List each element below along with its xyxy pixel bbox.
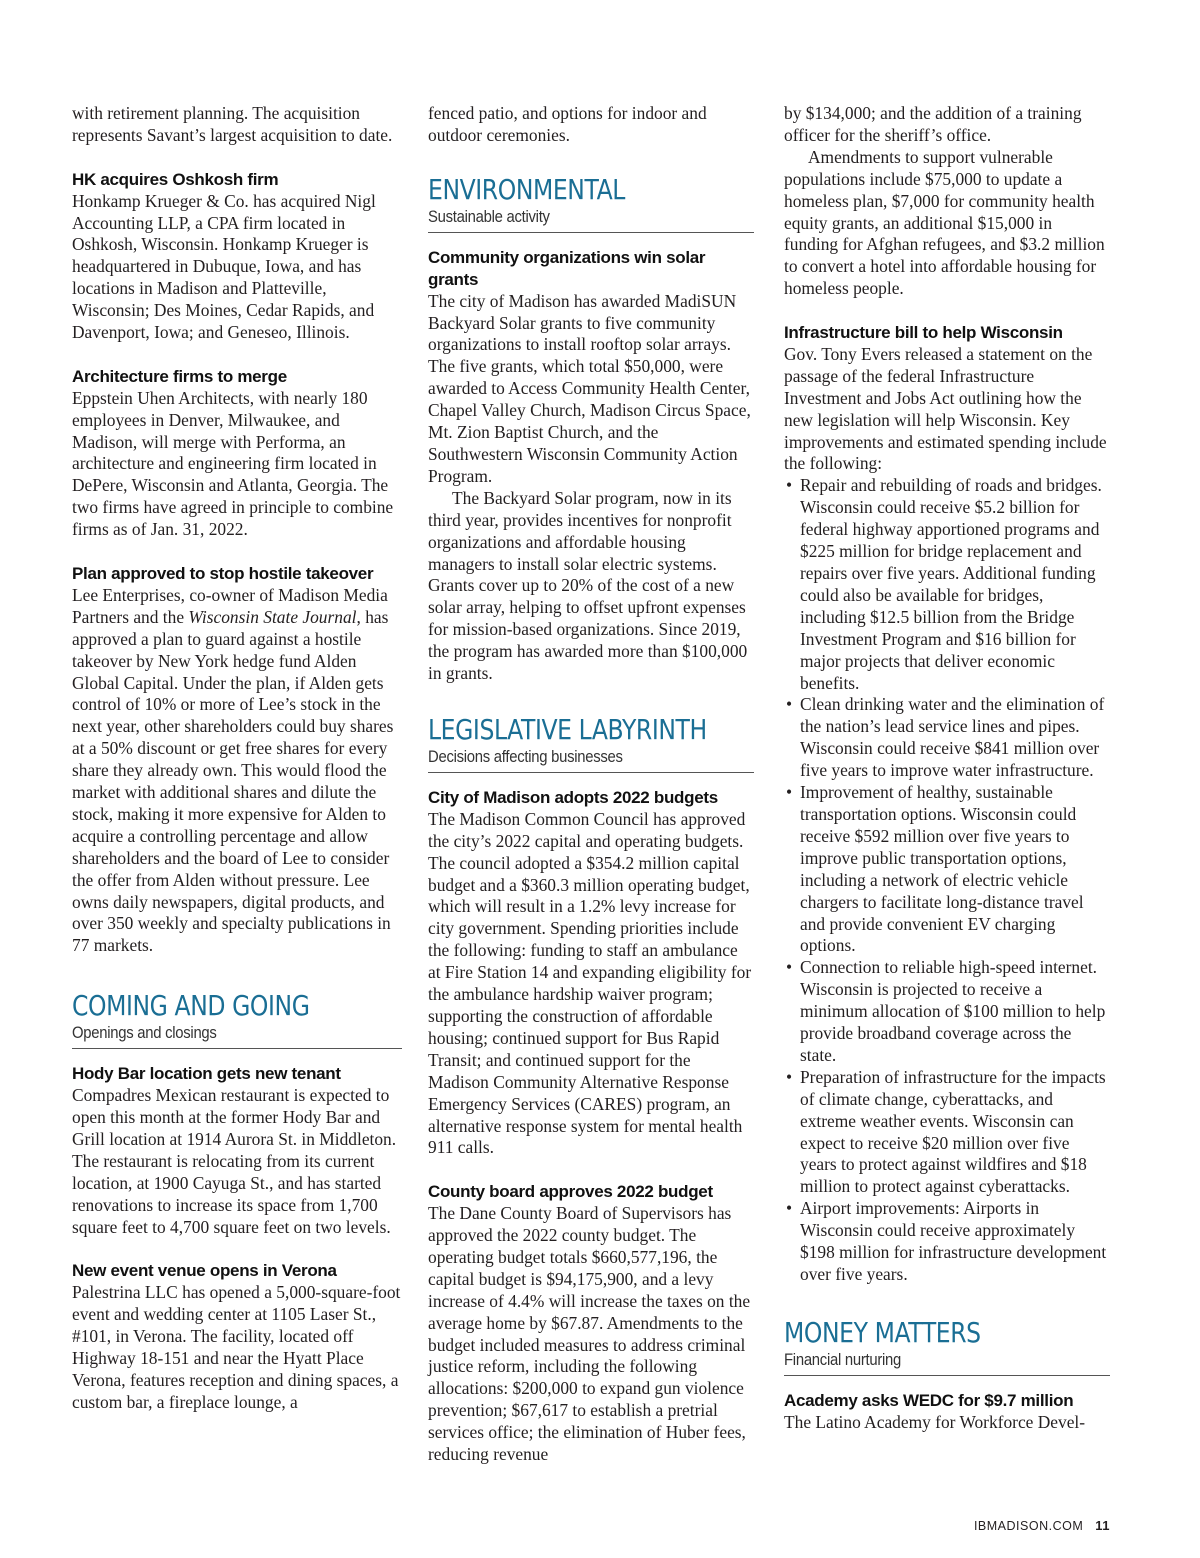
list-item: • Improvement of healthy, sustainable transportation options. Wisconsin could receive $592 million over five years to improve public transportation options, including a network of electric vehicle chargers to facilitate long-distance travel and provide convenient EV charging options. xyxy=(784,782,1110,957)
section-subtitle: Decisions affecting businesses xyxy=(428,747,754,773)
section-title: MONEY MATTERS xyxy=(784,1315,981,1349)
section-title: COMING AND GOING xyxy=(72,989,310,1023)
column-1 xyxy=(72,103,402,1414)
article-heading-hk-oshkosh: HK acquires Oshkosh firm xyxy=(72,169,279,189)
article-body-hostile-takeover xyxy=(72,585,402,957)
article-heading-madison-budgets: City of Madison adopts 2022 budgets xyxy=(428,787,718,807)
list-item: • Airport improvements: Airports in Wisconsin could receive approximately $198 million for infrastructure development over five years. xyxy=(784,1198,1110,1286)
section-subtitle: Financial nurturing xyxy=(784,1350,1110,1376)
section-subtitle: Openings and closings xyxy=(72,1023,402,1049)
article-body-infrastructure: Gov. Tony Evers released a statement on the passage of the federal Infrastructure Investment and Jobs Act outlining how the new legislation will help Wisconsin. Key improvements and estimated spending include the following: xyxy=(784,343,1107,474)
article-heading-solar-grants: Community organizations win solar grants xyxy=(428,247,706,289)
article-body-madison-budgets: The Madison Common Council has approved the city’s 2022 capital and operating budgets. The council adopted a $354.2 million capital budget and a $360.3 million operating budget, which will result in a 1.2% levy increase for city government. Spending priorities include the following: funding to staff an ambulance at Fire Station 14 and expanding eligibility for the ambulance hardship waiver program; supporting the construction of affordable housing; continued support for Bus Rapid Transit; and continued support for the Madison Community Alternative Response Emergency Services (CARES) program, an alternative response system for mental health 911 calls. xyxy=(428,808,752,1158)
amendments-paragraph: Amendments to support vulnerable populations include $75,000 to update a homeless plan, $7,000 for community health equity grants, an additional $15,000 in funding for Afghan refugees, and $3.2 million to convert a hotel into affordable housing for homeless people. xyxy=(784,146,1105,299)
page-footer xyxy=(974,1518,1110,1533)
section-header-money-matters xyxy=(784,1315,1110,1376)
article-body-solar-p2: The Backyard Solar program, now in its third year, provides incentives for nonprofit organizations and affordable housing managers to install solar electric systems. Grants cover up to 20% of the cost of a new solar array, helping to offset upfront expenses for mission-based organizations. Since 2019, the program has awarded more than $100,000 in grants. xyxy=(428,487,748,684)
section-header-environmental xyxy=(428,172,754,233)
page-number: 11 xyxy=(1095,1518,1110,1533)
article-body-academy: The Latino Academy for Workforce Devel- xyxy=(784,1411,1086,1432)
section-subtitle: Sustainable activity xyxy=(428,207,754,233)
infrastructure-bullet-list xyxy=(784,475,1110,1286)
article-heading-infrastructure: Infrastructure bill to help Wisconsin xyxy=(784,323,1063,343)
article-heading-hostile-takeover: Plan approved to stop hostile takeover xyxy=(72,563,374,583)
col3-intro-text: by $134,000; and the addition of a training officer for the sheriff’s office. xyxy=(784,103,1082,145)
article-heading-county-budget: County board approves 2022 budget xyxy=(428,1182,713,1202)
article-body-hk-oshkosh: Honkamp Krueger & Co. has acquired Nigl Accounting LLP, a CPA firm located in Oshkosh, Wisconsin. Honkamp Krueger is headquartered in Dubuque, Iowa, and has locations in Madison and Platteville, Wisconsin; Des Moines, Cedar Rapids, and Davenport, Iowa; and Geneseo, Illinois. xyxy=(72,190,376,343)
list-item: • Repair and rebuilding of roads and bridges. Wisconsin could receive $5.2 billion for federal highway apportioned programs and $225 million for bridge replacement and repairs over five years. Additional funding could also be available for bridges, including $12.5 billion from the Bridge Investment Program and $16 billion for major projects that deliver economic benefits. xyxy=(784,475,1110,694)
section-title: ENVIRONMENTAL xyxy=(428,172,625,206)
section-header-legislative xyxy=(428,712,754,773)
list-item: • Connection to reliable high-speed internet. Wisconsin is projected to receive a minimum allocation of $100 million to help provide broadband coverage across the state. xyxy=(784,957,1110,1067)
article-heading-academy: Academy asks WEDC for $9.7 million xyxy=(784,1390,1074,1410)
article-body-architecture: Eppstein Uhen Architects, with nearly 180 employees in Denver, Milwaukee, and Madison, will merge with Performa, an architecture and engineering firm located in DePere, Wisconsin and Atlanta, Georgia. The two firms have agreed in principle to combine firms as of Jan. 31, 2022. xyxy=(72,387,394,540)
hostile-text-after: , has approved a plan to guard against a hostile takeover by New York hedge fund Alden Global Capital. Under the plan, if Alden gets control of 10% or more of Lee’s stock in the next year, other shareholders could buy shares at a 50% discount or get free shares for every share they already own. This would flood the market with additional shares and dilute the stock, making it more expensive for Alden to acquire a controlling percentage and allow shareholders and the board of Lee to consider the offer from Alden without pressure. Lee owns daily newspapers, digital products, and over 350 weekly and specialty publications in 77 markets. xyxy=(72,606,394,956)
article-heading-hody-bar: Hody Bar location gets new tenant xyxy=(72,1064,341,1084)
article-body-county-budget: The Dane County Board of Supervisors has approved the 2022 county budget. The operating budget totals $660,577,196, the capital budget is $94,175,900, and a levy increase of 4.4% will increase the taxes on the average home by $67.87. Amendments to the budget included measures to address criminal justice reform, including the following allocations: $200,000 to expand gun violence prevention; $67,617 to establish a pretrial services office; the elimination of Huber fees, reducing revenue xyxy=(428,1203,751,1465)
column-3 xyxy=(784,103,1110,1434)
hostile-text-before: Lee Enterprises, co-owner of Madison Media Partners and the xyxy=(72,584,388,627)
column-2 xyxy=(428,103,754,1466)
publication-title: Wisconsin State Journal xyxy=(188,606,357,627)
col1-intro-text: with retirement planning. The acquisition represents Savant’s largest acquisition to date. xyxy=(72,103,393,145)
footer-site-url: IBMADISON.COM xyxy=(973,1519,1084,1533)
list-item: • Clean drinking water and the elimination of the nation’s lead service lines and pipes. Wisconsin could receive $841 million over five years to improve water infrastructure. xyxy=(784,694,1110,782)
article-body-hody-bar: Compadres Mexican restaurant is expected to open this month at the former Hody Bar and Grill location at 1914 Aurora St. in Middleton. The restaurant is relocating from its current location, at 1900 Cayuga St., and has started renovations to increase its space from 1,700 square feet to 4,700 square feet on two levels. xyxy=(72,1085,397,1237)
section-header-coming-going xyxy=(72,991,402,1049)
list-item: • Preparation of infrastructure for the impacts of climate change, cyberattacks, and extreme weather events. Wisconsin can expect to receive $20 million over five years to protect against wildfires and $18 million to protect against cyberattacks. xyxy=(784,1067,1110,1198)
col2-intro-text: fenced patio, and options for indoor and outdoor ceremonies. xyxy=(428,103,707,145)
article-heading-event-venue: New event venue opens in Verona xyxy=(72,1261,337,1281)
article-body-solar-p1: The city of Madison has awarded MadiSUN Backyard Solar grants to five community organizations to install rooftop solar arrays. The five grants, which total $50,000, were awarded to Access Community Health Center, Chapel Valley Church, Madison Circus Space, Mt. Zion Baptist Church, and the Southwestern Wisconsin Community Action Program. xyxy=(428,290,751,486)
article-body-event-venue: Palestrina LLC has opened a 5,000-square-foot event and wedding center at 1105 Laser St., #101, in Verona. The facility, located off Highway 18-151 and near the Hyatt Place Verona, features reception and dining spaces, a custom bar, a fireplace lounge, a xyxy=(72,1282,401,1412)
article-heading-architecture: Architecture firms to merge xyxy=(72,366,287,386)
section-title: LEGISLATIVE LABYRINTH xyxy=(428,712,707,746)
